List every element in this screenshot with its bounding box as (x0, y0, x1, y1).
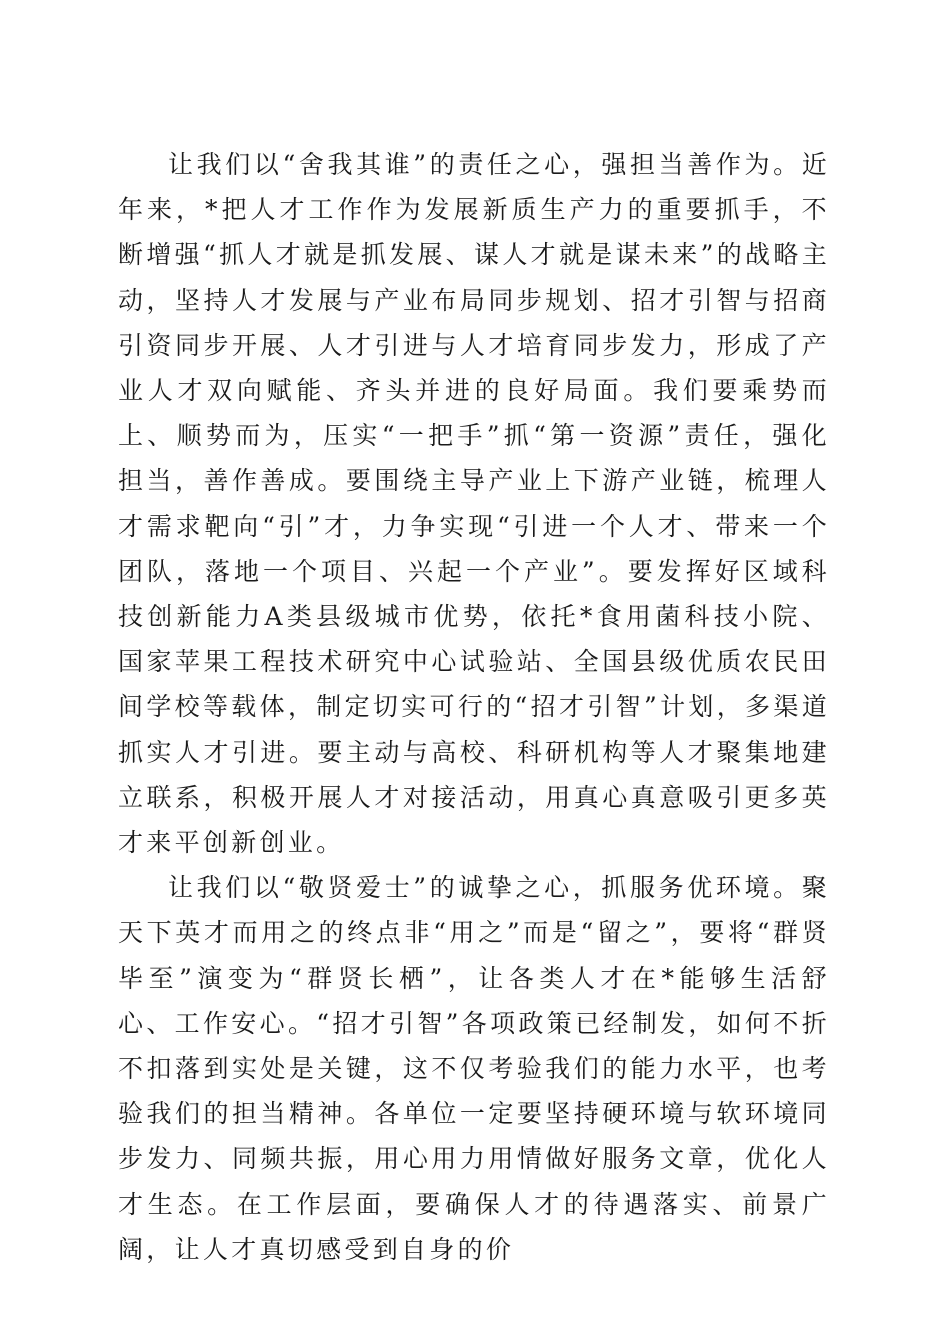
document-body (118, 142, 830, 1272)
paragraph-talent-service: 让我们以“敬贤爱士”的诚挚之心，抓服务优环境。聚天下英才而用之的终点非“用之”而是“留之”，要将“群贤毕至”演变为“群贤长栖”，让各类人才在*能够生活舒心、工作安心。“招才引智”各项政策已经制发，如何不折不扣落到实处是关键，这不仅考验我们的能力水平，也考验我们的担当精神。各单位一定要坚持硬环境与软环境同步发力、同频共振，用心用力用情做好服务文章，优化人才生态。在工作层面，要确保人才的待遇落实、前景广阔，让人才真切感受到自身的价 (118, 873, 830, 1264)
paragraph-talent-recruitment: 让我们以“舍我其谁”的责任之心，强担当善作为。近年来，*把人才工作作为发展新质生产力的重要抓手，不断增强“抓人才就是抓发展、谋人才就是谋未来”的战略主动，坚持人才发展与产业布局同步规划、招才引智与招商引资同步开展、人才引进与人才培育同步发力，形成了产业人才双向赋能、齐头并进的良好局面。我们要乘势而上、顺势而为，压实“一把手”抓“第一资源”责任，强化担当，善作善成。要围绕主导产业上下游产业链，梳理人才需求靶向“引”才，力争实现“引进一个人才、带来一个团队，落地一个项目、兴起一个产业”。要发挥好区域科技创新能力A类县级城市优势，依托*食用菌科技小院、国家苹果工程技术研究中心试验站、全国县级优质农民田间学校等载体，制定切实可行的“招才引智”计划，多渠道抓实人才引进。要主动与高校、科研机构等人才聚集地建立联系，积极开展人才对接活动，用真心真意吸引更多英才来平创新创业。 (118, 150, 830, 858)
